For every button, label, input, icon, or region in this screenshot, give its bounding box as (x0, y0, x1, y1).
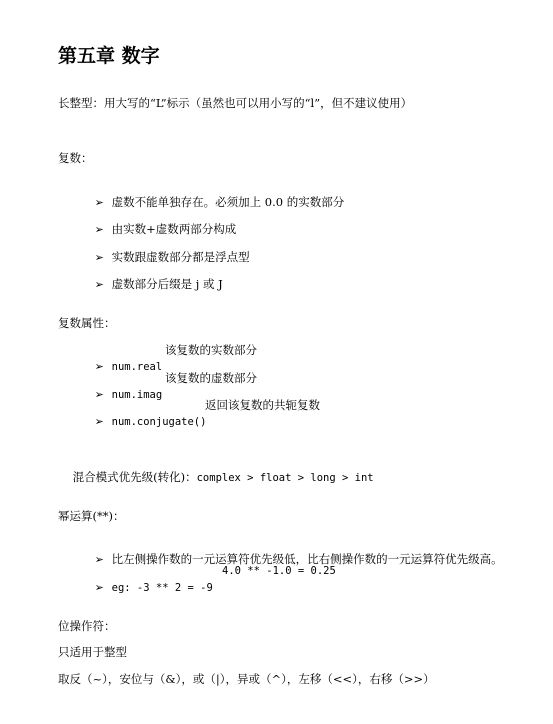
list-item-text: 实数跟虚数部分都是浮点型 (111, 250, 250, 264)
mixed-mode-order: complex > float > long > int (196, 472, 374, 484)
complex-attrs-heading: 复数属性： (58, 316, 116, 330)
list-item-text: 虚数不能单独存在。必须加上 0.0 的实数部分 (111, 195, 345, 209)
bitwise-note: 只适用于整型 (58, 645, 127, 659)
list-item (80, 260, 223, 309)
list-item-text: 虚数部分后缀是 j 或 J (111, 277, 223, 291)
mixed-mode-line (58, 453, 374, 502)
attr-code: num.real (111, 361, 163, 373)
long-int-paragraph: 长整型：用大写的“L”标示（虽然也可以用小写的“l”，但不建议使用） (58, 96, 413, 110)
bullet-arrow-icon: ➢ (94, 553, 104, 566)
attr-code: num.conjugate() (111, 416, 207, 428)
bullet-arrow-icon: ➢ (94, 278, 104, 291)
list-item (80, 397, 320, 446)
bullet-arrow-icon: ➢ (94, 223, 104, 236)
attr-code: num.imag (111, 389, 163, 401)
power-example-2: 4.0 ** -1.0 = 0.25 (222, 565, 336, 577)
bullet-arrow-icon: ➢ (94, 251, 104, 264)
bitwise-ops: 取反（~），安位与（&），或（|），异或（^），左移（<<），右移（>>） (58, 672, 435, 686)
list-item-text: 比左侧操作数的一元运算符优先级低，比右侧操作数的一元运算符优先级高。 (111, 552, 503, 566)
chapter-title: 第五章 数字 (58, 45, 160, 67)
attr-desc: 该复数的实数部分 (165, 343, 257, 357)
power-example-1: eg: -3 ** 2 = -9 (111, 582, 213, 594)
bitwise-heading: 位操作符： (58, 619, 116, 633)
complex-heading: 复数： (58, 151, 93, 165)
list-item-text: 由实数+虚数两部分构成 (111, 222, 237, 236)
bullet-arrow-icon: ➢ (94, 415, 104, 428)
bullet-arrow-icon: ➢ (94, 360, 104, 373)
attr-desc: 该复数的虚数部分 (165, 371, 257, 385)
attr-desc: 返回该复数的共轭复数 (205, 398, 320, 412)
mixed-mode-label: 混合模式优先级(转化)： (72, 470, 197, 484)
list-item (80, 563, 336, 612)
bullet-arrow-icon: ➢ (94, 581, 104, 594)
bullet-arrow-icon: ➢ (94, 388, 104, 401)
power-heading: 幂运算(**)： (58, 509, 125, 523)
bullet-arrow-icon: ➢ (94, 196, 104, 209)
